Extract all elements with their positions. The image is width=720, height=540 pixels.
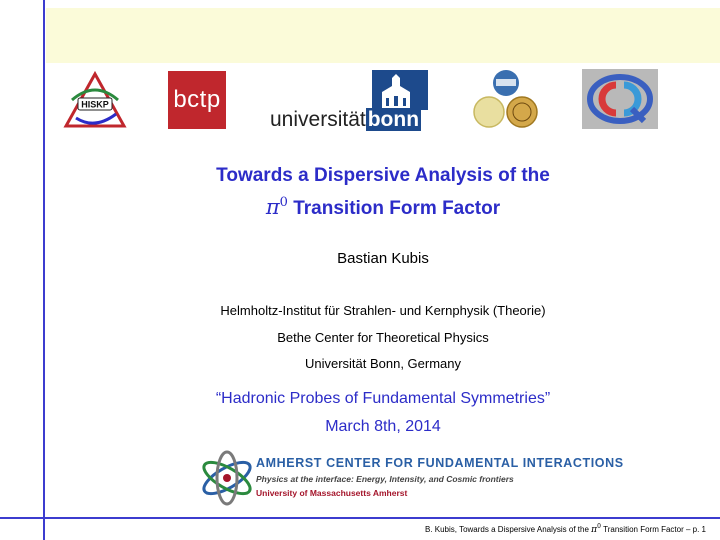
acfi-university: University of Massachusetts Amherst xyxy=(256,488,408,498)
header-band xyxy=(46,8,720,63)
title-line-2-text: Transition Form Factor xyxy=(293,198,501,219)
footer-pi-symbol: π xyxy=(591,525,598,535)
university-seals-icon xyxy=(472,68,540,132)
conference-date: March 8th, 2014 xyxy=(325,418,441,435)
pi-symbol: π xyxy=(265,195,280,219)
footer-rule xyxy=(0,517,720,519)
uni-bonn-word-bold: bonn xyxy=(367,108,420,131)
uni-bonn-word-prefix: universität xyxy=(270,108,366,131)
logo-row xyxy=(0,66,720,136)
bctp-logo-text: bctp xyxy=(173,86,221,113)
hiskp-logo-icon xyxy=(62,70,128,132)
acfi-atom-icon xyxy=(198,450,256,506)
footer-suffix: Transition Form Factor – p. 1 xyxy=(603,525,706,534)
affiliation-1: Helmholtz-Institut für Strahlen- und Kernphysik (Theorie) xyxy=(220,303,546,318)
hiskp-logo-text: HISKP xyxy=(81,99,109,110)
author-name: Bastian Kubis xyxy=(337,250,429,267)
title-line-2 xyxy=(46,195,720,220)
cq-logo-icon xyxy=(582,69,658,129)
pi-superscript: 0 xyxy=(279,195,288,210)
affiliation-3: Universität Bonn, Germany xyxy=(304,356,462,371)
acfi-subtitle: Physics at the interface: Energy, Intensity, and Cosmic frontiers xyxy=(256,474,514,484)
footer-text xyxy=(425,523,706,535)
footer-prefix: B. Kubis, Towards a Dispersive Analysis of the xyxy=(424,525,589,534)
uni-bonn-wordmark xyxy=(270,108,421,132)
acfi-name: AMHERST CENTER FOR FUNDAMENTAL INTERACTIONS xyxy=(256,456,624,470)
acfi-logo-block xyxy=(198,450,624,506)
affiliation-2: Bethe Center for Theoretical Physics xyxy=(277,330,489,345)
uni-bonn-building-icon xyxy=(372,70,428,110)
footer-pi-superscript: 0 xyxy=(597,523,601,530)
uni-bonn-logo xyxy=(270,70,430,130)
title-line-1: Towards a Dispersive Analysis of the xyxy=(216,165,550,186)
bctp-logo xyxy=(168,71,226,129)
conference-name: “Hadronic Probes of Fundamental Symmetries” xyxy=(215,390,551,407)
